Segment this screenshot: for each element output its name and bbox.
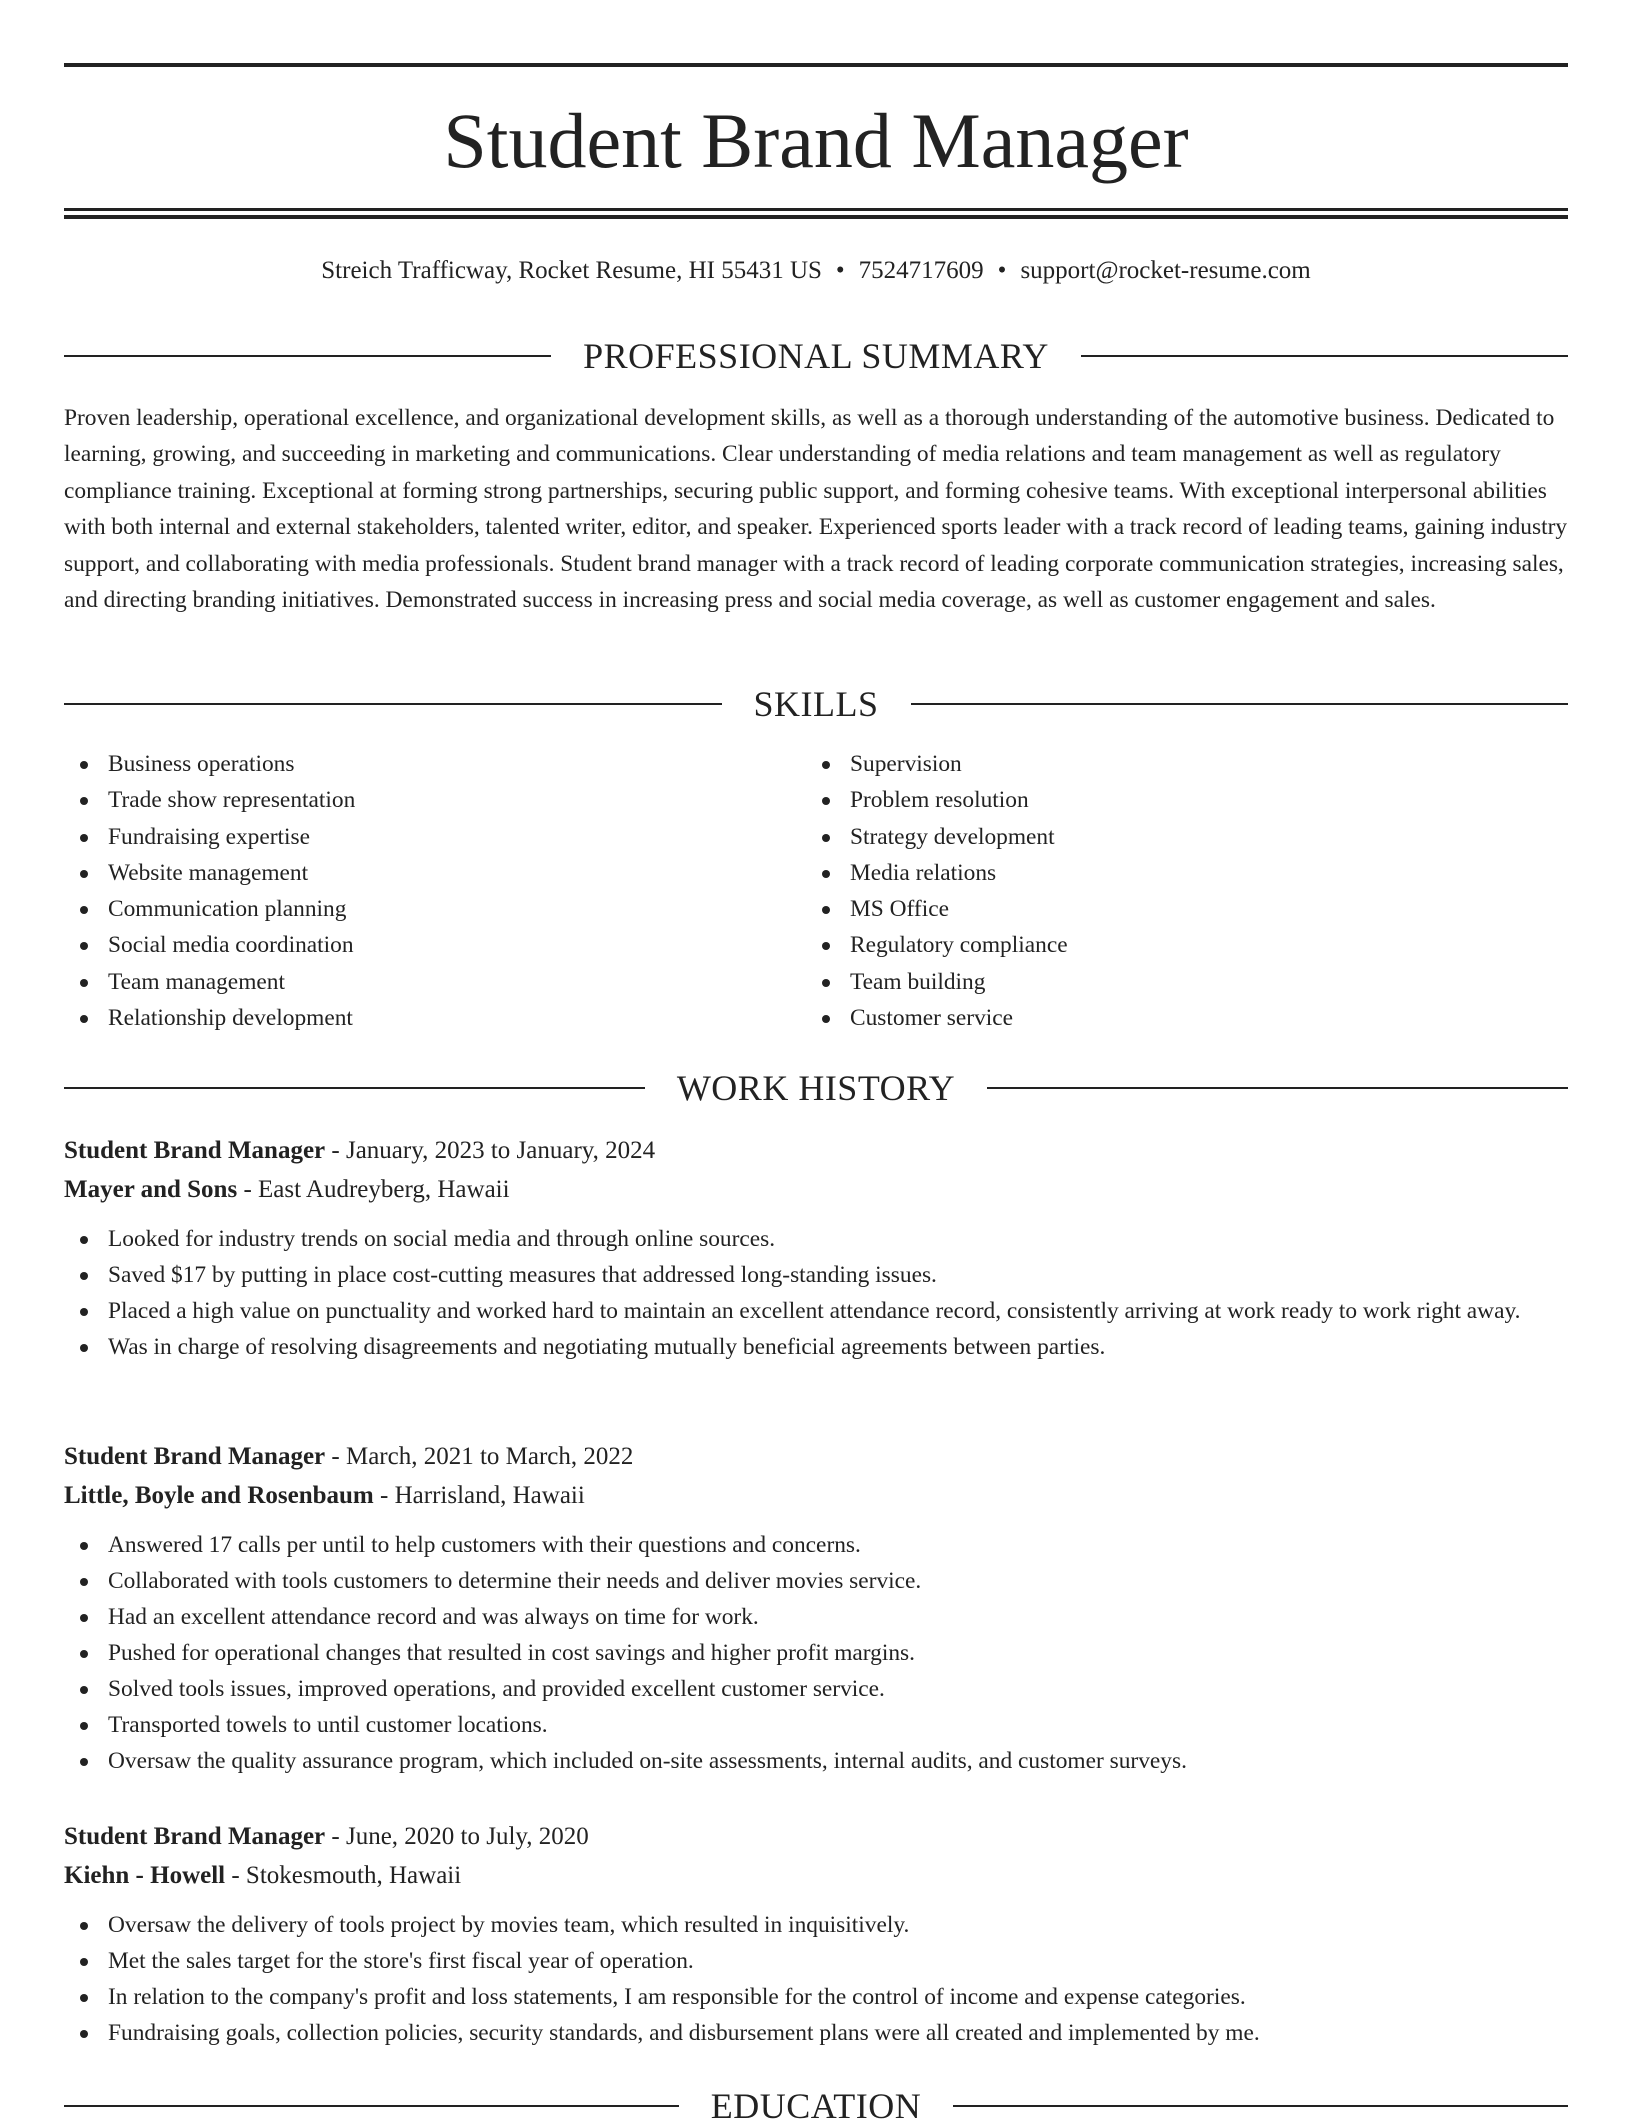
job-company-line [64, 1170, 1568, 1209]
section-title-summary: PROFESSIONAL SUMMARY [583, 336, 1049, 376]
job-company-line [64, 1856, 1568, 1895]
section-header-education [64, 2084, 1568, 2128]
skill-item: Communication planning [64, 891, 806, 927]
job-company: Mayer and Sons [64, 1176, 238, 1203]
skill-item: Strategy development [806, 819, 1548, 855]
header-double-rule-upper [64, 208, 1568, 211]
job-bullet: Had an excellent attendance record and was always on time for work. [64, 1599, 1568, 1635]
job-bullet: Oversaw the delivery of tools project by movies team, which resulted in inquisitively. [64, 1907, 1568, 1943]
header-top-rule [64, 63, 1568, 67]
section-header-skills [64, 682, 1568, 726]
section-rule-right [911, 703, 1569, 705]
skills-column-right [806, 746, 1548, 1036]
skill-item: Customer service [806, 1000, 1548, 1036]
job-title-line [64, 1131, 1568, 1170]
section-rule-left [64, 1087, 645, 1089]
skill-item: Media relations [806, 855, 1548, 891]
skills-list [64, 746, 1568, 1036]
job-location: - East Audreyberg, Hawaii [237, 1176, 510, 1203]
professional-summary-text: Proven leadership, operational excellence, and organizational development skills, as well as a thorough understanding of the automotive business. Dedicated to learning, growing, and succeeding in marketing and communications. Clear understanding of media relations and team management as well as regulatory compliance training. Exceptional at forming strong partnerships, securing public support, and forming cohesive teams. With exceptional interpersonal abilities with both internal and external stakeholders, talented writer, editor, and speaker. Experienced sports leader with a track record of leading teams, gaining industry support, and collaborating with media professionals. Student brand manager with a track record of leading corporate communication strategies, increasing sales, and directing branding initiatives. Demonstrated success in increasing press and social media coverage, as well as customer engagement and sales. [64, 405, 1568, 614]
skill-item: Regulatory compliance [806, 927, 1548, 963]
job-bullet: Was in charge of resolving disagreements and negotiating mutually beneficial agreements between parties. [64, 1329, 1568, 1365]
job-entry [64, 1817, 1568, 2051]
skill-item: Website management [64, 855, 806, 891]
skill-item: Fundraising expertise [64, 819, 806, 855]
contact-separator: • [997, 257, 1007, 284]
contact-address: Streich Trafficway, Rocket Resume, HI 55431 US [321, 257, 822, 284]
job-company: Little, Boyle and Rosenbaum [64, 1482, 374, 1509]
header-double-rule-lower [64, 215, 1568, 219]
job-bullet: Placed a high value on punctuality and worked hard to maintain an excellent attendance record, consistently arriving at work ready to work right away. [64, 1293, 1568, 1329]
skills-column-left [64, 746, 806, 1036]
skill-item: Problem resolution [806, 782, 1548, 818]
job-bullet: Transported towels to until customer locations. [64, 1707, 1568, 1743]
job-dates: - March, 2021 to March, 2022 [325, 1443, 634, 1470]
job-entry [64, 1437, 1568, 1779]
job-bullet: Solved tools issues, improved operations, and provided excellent customer service. [64, 1671, 1568, 1707]
job-bullet: Answered 17 calls per until to help customers with their questions and concerns. [64, 1527, 1568, 1563]
job-company: Kiehn - Howell [64, 1862, 226, 1889]
section-rule-left [64, 355, 551, 357]
section-rule-right [1081, 355, 1568, 357]
skill-item: Trade show representation [64, 782, 806, 818]
job-title: Student Brand Manager [64, 1443, 326, 1470]
contact-separator: • [835, 257, 845, 284]
contact-email: support@rocket-resume.com [1020, 257, 1311, 284]
contact-line [64, 254, 1568, 288]
skill-item: Relationship development [64, 1000, 806, 1036]
job-bullet: Met the sales target for the store's first fiscal year of operation. [64, 1943, 1568, 1979]
job-location: - Stokesmouth, Hawaii [225, 1862, 462, 1889]
job-title: Student Brand Manager [64, 1137, 326, 1164]
job-location: - Harrisland, Hawaii [373, 1482, 585, 1509]
job-bullet: Saved $17 by putting in place cost-cutting measures that addressed long-standing issues. [64, 1257, 1568, 1293]
skill-item: Business operations [64, 746, 806, 782]
section-title-education: EDUCATION [710, 2086, 922, 2126]
job-bullet: Pushed for operational changes that resulted in cost savings and higher profit margins. [64, 1635, 1568, 1671]
section-header-work-history [64, 1066, 1568, 1110]
resume-title: Student Brand Manager [443, 97, 1189, 184]
job-title: Student Brand Manager [64, 1823, 326, 1850]
section-rule-right [953, 2105, 1568, 2107]
section-header-summary [64, 334, 1568, 378]
skill-item: Team management [64, 964, 806, 1000]
job-title-line [64, 1437, 1568, 1476]
section-rule-right [987, 1087, 1568, 1089]
job-bullet-list [64, 1907, 1568, 2051]
job-entry [64, 1131, 1568, 1365]
job-bullet: Looked for industry trends on social media and through online sources. [64, 1221, 1568, 1257]
job-title-line [64, 1817, 1568, 1856]
skill-item: Social media coordination [64, 927, 806, 963]
job-dates: - June, 2020 to July, 2020 [325, 1823, 589, 1850]
section-title-skills: SKILLS [753, 684, 879, 724]
job-bullet: Oversaw the quality assurance program, which included on-site assessments, internal audits, and customer surveys. [64, 1743, 1568, 1779]
skill-item: Team building [806, 964, 1548, 1000]
job-bullet: In relation to the company's profit and loss statements, I am responsible for the control of income and expense categories. [64, 1979, 1568, 2015]
job-bullet: Collaborated with tools customers to determine their needs and deliver movies service. [64, 1563, 1568, 1599]
job-bullet-list [64, 1221, 1568, 1365]
job-bullet-list [64, 1527, 1568, 1779]
contact-phone: 7524717609 [858, 257, 984, 284]
section-rule-left [64, 703, 722, 705]
section-rule-left [64, 2105, 679, 2107]
job-dates: - January, 2023 to January, 2024 [325, 1137, 656, 1164]
job-bullet: Fundraising goals, collection policies, security standards, and disbursement plans were all created and implemented by me. [64, 2015, 1568, 2051]
skill-item: Supervision [806, 746, 1548, 782]
job-company-line [64, 1476, 1568, 1515]
section-title-work-history: WORK HISTORY [676, 1068, 956, 1108]
skill-item: MS Office [806, 891, 1548, 927]
